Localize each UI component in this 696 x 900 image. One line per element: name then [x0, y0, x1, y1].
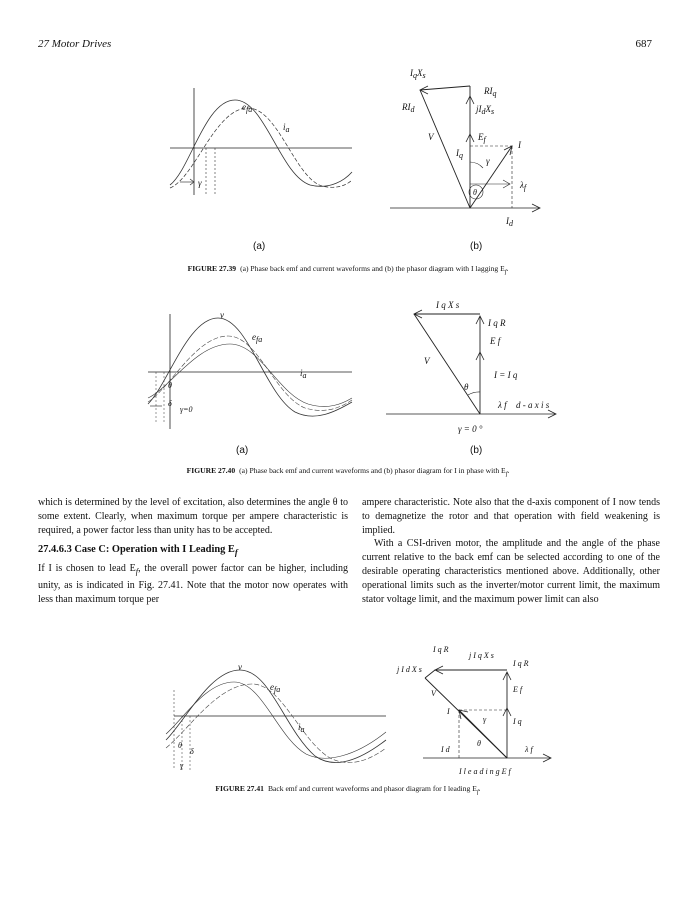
- svg-text:efa: efa: [270, 682, 281, 694]
- fig39-sublabel-a: (a): [253, 241, 266, 252]
- svg-text:v: v: [238, 662, 242, 672]
- svg-text:I q X s: I q X s: [436, 300, 460, 310]
- svg-text:γ: γ: [198, 178, 202, 188]
- fig40-sublabel-b: (b): [470, 445, 483, 456]
- svg-text:I q R: I q R: [433, 645, 449, 654]
- figure-27-41-waveforms: [160, 660, 390, 780]
- svg-text:I = I q: I = I q: [494, 370, 518, 380]
- svg-text:λf: λf: [520, 180, 527, 192]
- svg-text:RIq: RIq: [484, 86, 497, 98]
- svg-text:V: V: [428, 132, 434, 142]
- section-heading: 27.4.6.3 Case C: Operation with I Leading $E_f$: [38, 544, 238, 558]
- svg-text:jIdXs: jIdXs: [476, 104, 495, 116]
- svg-text:efa: efa: [242, 102, 253, 114]
- figure-27-39-phasor: [380, 64, 570, 239]
- svg-text:j I d X s: j I d X s: [397, 665, 422, 674]
- svg-text:ia: ia: [300, 368, 307, 380]
- page-number: 687: [635, 38, 652, 50]
- svg-text:θ: θ: [473, 188, 477, 197]
- svg-text:Ef: Ef: [478, 132, 486, 144]
- svg-text:θ: θ: [168, 381, 172, 390]
- svg-text:I: I: [447, 707, 450, 716]
- paragraph: If I is chosen to lead $E_f$, the overall power factor can be higher, including unity, as is indicated in Fig. 27.41. Note that the motor now operates with less than maximum torque per: [38, 563, 348, 605]
- svg-text:v: v: [220, 310, 224, 320]
- svg-text:γ: γ: [483, 715, 487, 724]
- svg-text:ia: ia: [298, 722, 305, 734]
- svg-text:ia: ia: [283, 122, 290, 134]
- ia-wave: [148, 344, 352, 406]
- svg-text:I q R: I q R: [513, 659, 529, 668]
- svg-text:γ=0: γ=0: [180, 405, 193, 414]
- fig39-sublabel-b: (b): [470, 241, 483, 252]
- paragraph: ampere characteristic. Note also that the d-axis component of I now tends to demagnetize the rotor and that operation with field weakening is implied.: [362, 497, 660, 536]
- svg-text:I q R: I q R: [488, 318, 506, 328]
- svg-text:E f: E f: [490, 336, 501, 346]
- svg-text:V: V: [424, 356, 430, 366]
- figure-27-41-caption: FIGURE 27.41 Back emf and current waveforms and phasor diagram for I leading $E_f$.: [215, 784, 481, 796]
- svg-text:I q: I q: [513, 717, 522, 726]
- svg-text:γ: γ: [180, 761, 184, 770]
- efa-wave: [166, 684, 386, 763]
- svg-text:V: V: [431, 689, 436, 698]
- figure-27-40-caption: FIGURE 27.40 (a) Phase back emf and current waveforms and (b) phasor diagram for I in phase with $E_f$.: [186, 466, 510, 478]
- svg-text:λ f: λ f: [498, 400, 507, 410]
- svg-text:θ: θ: [477, 739, 481, 748]
- figure-27-41-phasor: [395, 642, 565, 780]
- svg-text:θ: θ: [178, 741, 182, 750]
- svg-text:γ = 0 °: γ = 0 °: [458, 424, 483, 434]
- efa-wave: [170, 100, 352, 186]
- left-column: [38, 496, 348, 607]
- figure-27-40-waveforms: [140, 304, 360, 434]
- right-column: [362, 496, 660, 606]
- figure-27-39-waveforms: [160, 80, 360, 210]
- v-wave: [148, 318, 352, 416]
- paragraph: With a CSI-driven motor, the amplitude and the angle of the phase current relative to the back emf can be selected according to one of the desirable operating characteristics mentioned above. Additionally, other operational limits such as the inverter/motor current limit, the maximum stator voltage limit, and the maximum power limit can also: [362, 538, 660, 605]
- svg-text:IqXs: IqXs: [410, 68, 426, 80]
- svg-text:d - a x i s: d - a x i s: [516, 400, 550, 410]
- svg-text:θ: θ: [464, 382, 469, 392]
- svg-text:λ f: λ f: [525, 745, 533, 754]
- svg-text:j I q X s: j I q X s: [469, 651, 494, 660]
- svg-text:efa: efa: [252, 332, 263, 344]
- figure-27-40-phasor: [380, 296, 580, 446]
- fig40-sublabel-a: (a): [236, 445, 249, 456]
- svg-text:I l e a d i n g E f: I l e a d i n g E f: [459, 767, 511, 776]
- svg-text:δ: δ: [168, 399, 172, 408]
- svg-text:I: I: [518, 140, 521, 150]
- paragraph: which is determined by the level of excitation, also determines the angle θ to some extent. Clearly, when maximum torque per ampere characteristic is required, a power factor less than unity has to be accepted.: [38, 497, 348, 536]
- svg-text:δ: δ: [190, 747, 194, 756]
- svg-text:I d: I d: [441, 745, 450, 754]
- svg-text:Iq: Iq: [456, 148, 463, 160]
- figure-27-39-caption: FIGURE 27.39 (a) Phase back emf and current waveforms and (b) the phasor diagram with I lagging $E_f$.: [187, 264, 509, 276]
- svg-text:E f: E f: [513, 685, 523, 694]
- running-header: 27 Motor Drives: [38, 38, 112, 50]
- svg-text:RId: RId: [402, 102, 415, 114]
- svg-text:γ: γ: [486, 156, 490, 166]
- svg-text:Id: Id: [506, 216, 513, 228]
